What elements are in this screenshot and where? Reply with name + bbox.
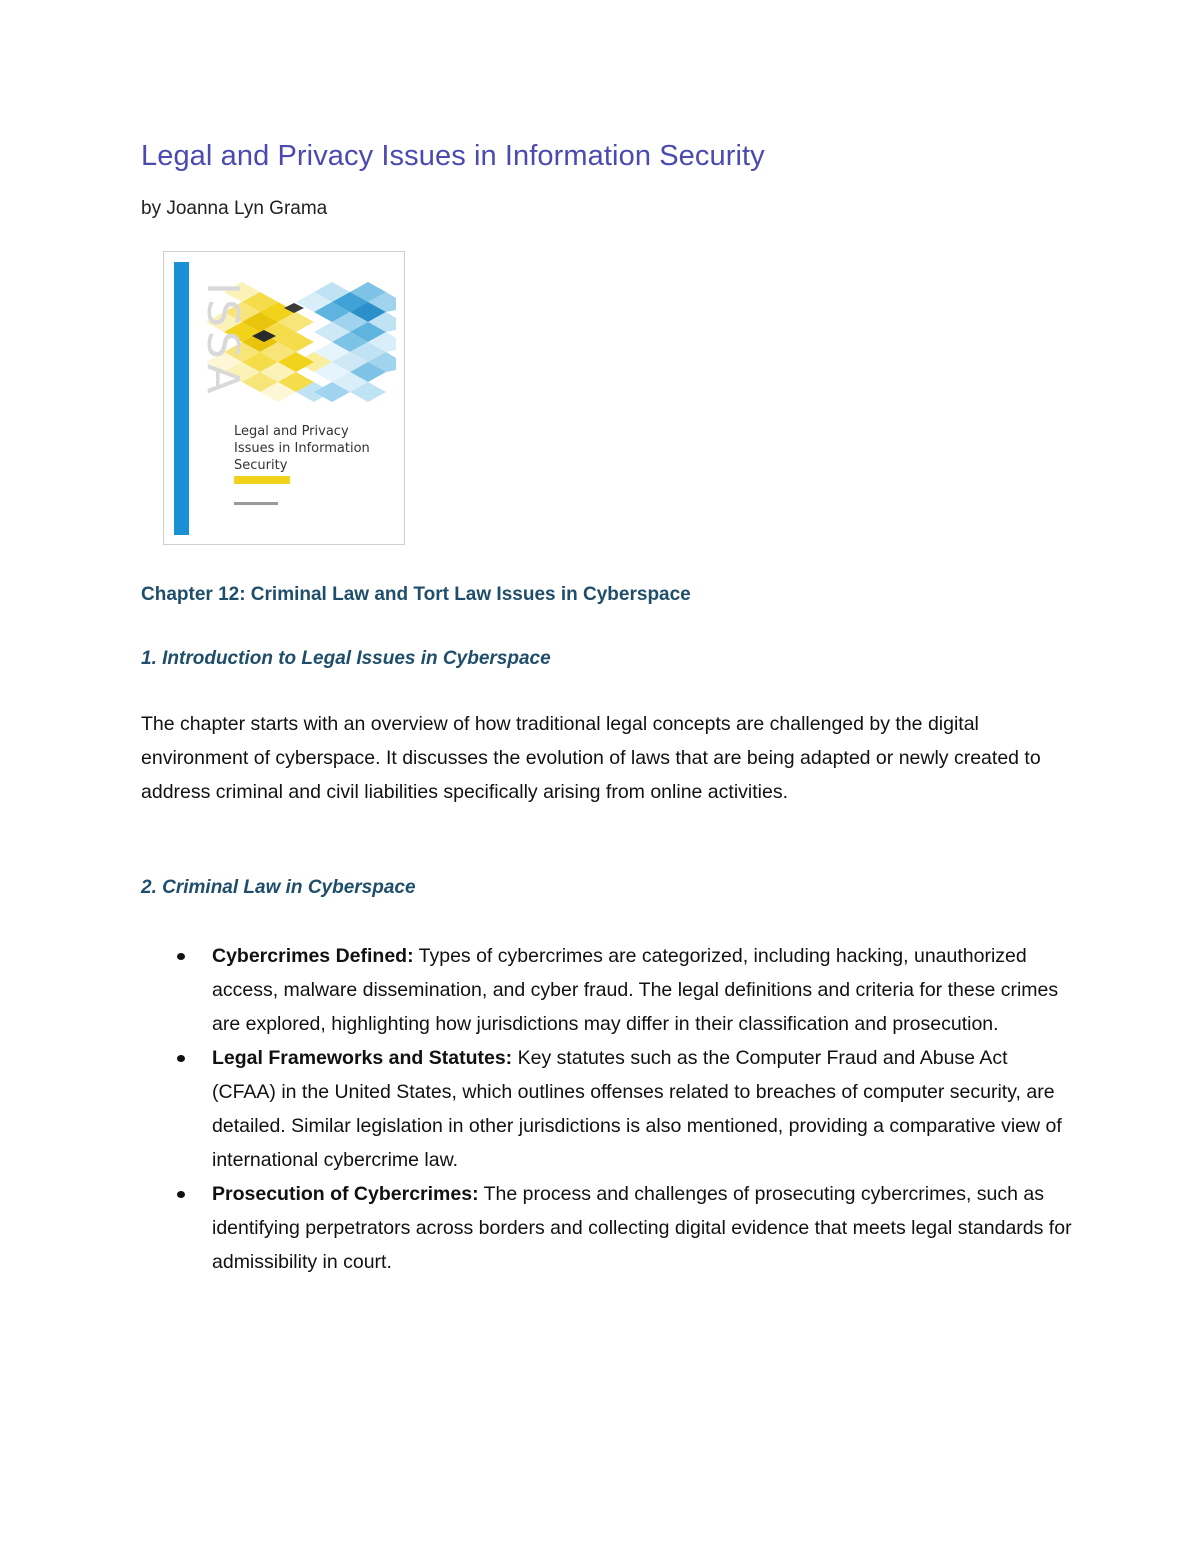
bullet-icon	[177, 1191, 185, 1198]
list-item	[212, 939, 1072, 1041]
cover-title-line-3: Security	[234, 458, 288, 473]
section-heading-2: 2. Criminal Law in Cyberspace	[141, 877, 416, 898]
cover-author-line	[234, 502, 278, 505]
bullet-icon	[177, 1055, 185, 1062]
list-item	[212, 1041, 1072, 1177]
bullet-text: Types of cybercrimes are categorized, including hacking, unauthorized access, malware dissemination, and cyber fraud. The legal definitions and criteria for these crimes are explored, highlighting how jurisdictions may differ in their classification and prosecution.	[212, 945, 1059, 1035]
bullet-text: The process and challenges of prosecuting cybercrimes, such as identifying perpetrators across borders and collecting digital evidence that meets legal standards for admissibility in court.	[212, 1183, 1072, 1273]
cover-series-mark: ISSA	[197, 282, 248, 398]
list-item	[212, 1177, 1072, 1279]
chapter-heading: Chapter 12: Criminal Law and Tort Law Issues in Cyberspace	[141, 584, 691, 605]
section-1-paragraph: The chapter starts with an overview of how traditional legal concepts are challenged by the digital environment of cyberspace. It discusses the evolution of laws that are being adapted or newly created to address criminal and civil liabilities specifically arising from online activities.	[141, 713, 1041, 803]
bullet-text: Key statutes such as the Computer Fraud and Abuse Act (CFAA) in the United States, which outlines offenses related to breaches of computer security, are detailed. Similar legislation in other jurisdictions is also mentioned, providing a comparative view of international cybercrime law.	[212, 1047, 1062, 1171]
cover-edition-bar	[234, 476, 290, 484]
bullet-term: Legal Frameworks and Statutes:	[212, 1047, 513, 1069]
section-heading-1: 1. Introduction to Legal Issues in Cyberspace	[141, 648, 551, 669]
book-cover-art	[164, 252, 404, 544]
cover-title-line-2: Issues in Information	[234, 441, 370, 456]
criminal-law-bullet-list	[212, 939, 1072, 1279]
bullet-icon	[177, 953, 185, 960]
author-byline: by Joanna Lyn Grama	[141, 198, 328, 219]
document-title: Legal and Privacy Issues in Information Security	[141, 140, 765, 172]
bullet-term: Prosecution of Cybercrimes:	[212, 1183, 479, 1205]
cover-spine-band	[174, 262, 189, 535]
bullet-term: Cybercrimes Defined:	[212, 945, 414, 967]
cover-title-line-1: Legal and Privacy	[234, 424, 349, 439]
book-cover-image	[163, 251, 405, 545]
